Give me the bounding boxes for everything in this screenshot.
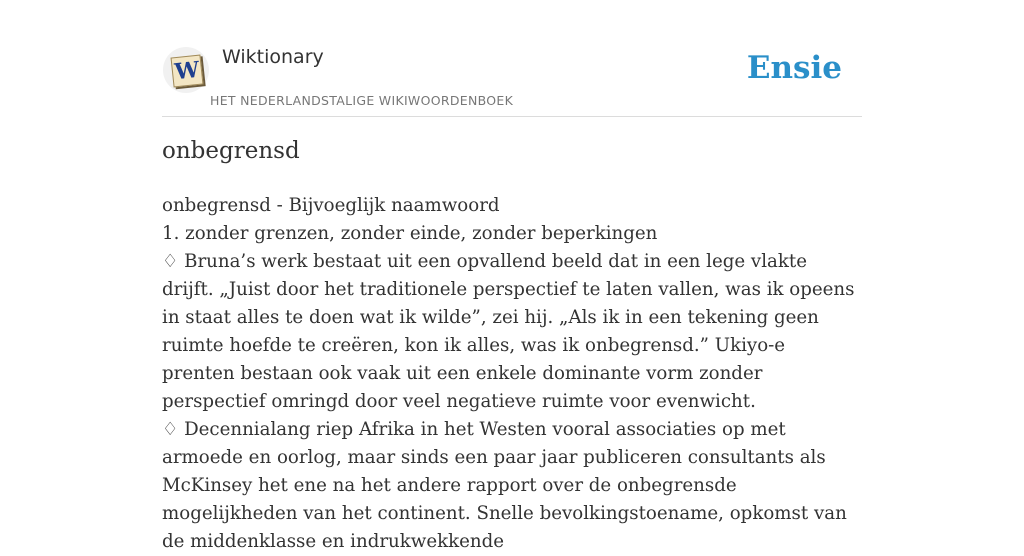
- entry-definition: 1. zonder grenzen, zonder einde, zonder beperkingen: [162, 223, 658, 244]
- site-name-link[interactable]: Wiktionary: [222, 46, 324, 68]
- site-header: [162, 0, 862, 117]
- wiktionary-logo[interactable]: [163, 47, 209, 93]
- example-sentence: ♢ Bruna’s werk bestaat uit een opvallend beeld dat in een lege vlakte drijft. „Juist door het traditionele perspectief te laten vallen, was ik opeens in staat alles te doen wat ik wilde”, zei hij. „Als ik in een tekening geen ruimte hoefde te creëren, kon ik alles, was ik onbegrensd.” Ukiyo-e prenten bestaan ook vaak uit een enkele dominante vorm zonder perspectief omringd door veel negatieve ruimte voor evenwicht.: [162, 251, 855, 412]
- entry-content: [162, 192, 862, 556]
- page-title: onbegrensd: [162, 138, 300, 164]
- wiktionary-logo-icon: W: [171, 55, 204, 88]
- site-tagline: HET NEDERLANDSTALIGE WIKIWOORDENBOEK: [210, 93, 514, 108]
- example-sentence: ♢ Decennialang riep Afrika in het Westen vooral associaties op met armoede en oorlog, maar sinds een paar jaar publiceren consultants als McKinsey het ene na het andere rapport over de onbegrensde mogelijkheden van het continent. Snelle bevolkingstoename, opkomst van de middenklasse en indrukwekkende: [162, 419, 847, 552]
- ensie-brand-link[interactable]: Ensie: [746, 50, 842, 86]
- entry-heading: onbegrensd - Bijvoeglijk naamwoord: [162, 195, 500, 216]
